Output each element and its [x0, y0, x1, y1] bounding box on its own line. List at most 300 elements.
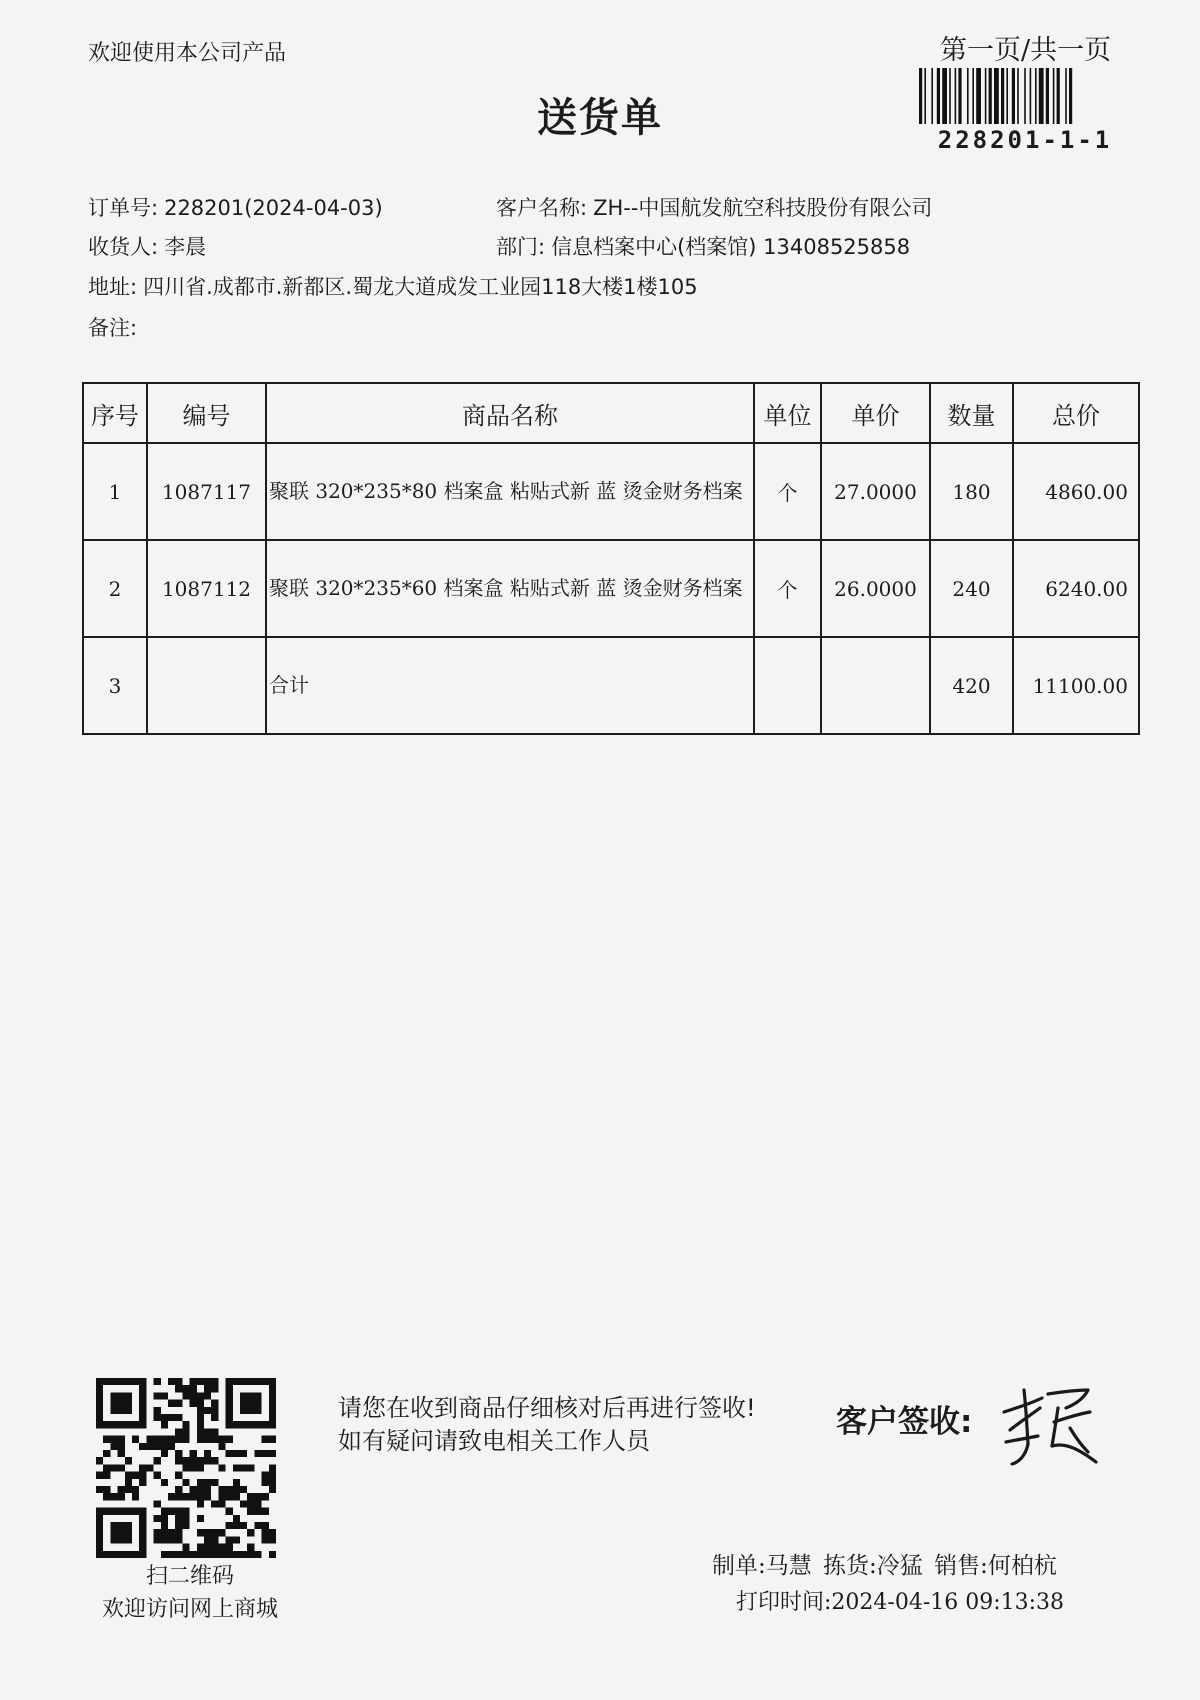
staff-line: 制单:马慧 拣货:冷猛 销售:何柏杭: [712, 1553, 1057, 1579]
qr-module: [161, 1450, 168, 1457]
qr-module: [110, 1378, 117, 1385]
qr-module: [262, 1536, 269, 1543]
qr-module: [233, 1486, 240, 1493]
qr-module: [211, 1544, 218, 1551]
qr-module: [233, 1493, 240, 1500]
qr-module: [175, 1493, 182, 1500]
qr-module: [262, 1529, 269, 1536]
qr-module: [197, 1378, 204, 1385]
qr-module: [269, 1436, 276, 1443]
qr-module: [103, 1493, 110, 1500]
qr-module: [96, 1472, 103, 1479]
qr-module: [96, 1536, 103, 1543]
qr-module: [182, 1508, 189, 1515]
notice-text: 请您在收到商品仔细核对后再进行签收!如有疑问请致电相关工作人员: [338, 1394, 756, 1455]
qr-module: [139, 1479, 146, 1486]
qr-module: [96, 1486, 103, 1493]
qr-module: [175, 1428, 182, 1435]
qr-module: [190, 1464, 197, 1471]
handwritten-signature: [996, 1384, 1102, 1470]
qr-module: [168, 1443, 175, 1450]
qr-module: [226, 1522, 233, 1529]
row-unit: 个: [754, 540, 821, 637]
qr-module: [161, 1529, 168, 1536]
qr-module: [247, 1544, 254, 1551]
header-quantity: 数量: [930, 383, 1013, 443]
qr-module: [182, 1385, 189, 1392]
qr-module: [262, 1472, 269, 1479]
qr-module: [118, 1486, 125, 1493]
qr-module: [139, 1472, 146, 1479]
qr-module: [96, 1522, 103, 1529]
qr-module: [118, 1392, 125, 1399]
qr-module: [254, 1493, 261, 1500]
qr-module: [139, 1544, 146, 1551]
qr-module: [211, 1536, 218, 1543]
qr-module: [154, 1529, 161, 1536]
qr-module: [96, 1544, 103, 1551]
table-row: [83, 443, 1139, 540]
qr-module: [139, 1551, 146, 1558]
qr-module: [154, 1515, 161, 1522]
header-unit-price: 单价: [821, 383, 930, 443]
qr-module: [211, 1400, 218, 1407]
qr-module: [197, 1486, 204, 1493]
qr-module: [218, 1443, 225, 1450]
qr-module: [197, 1500, 204, 1507]
qr-module: [154, 1378, 161, 1385]
qr-module: [161, 1443, 168, 1450]
row-unit: 个: [754, 443, 821, 540]
qr-module: [247, 1392, 254, 1399]
qr-module: [218, 1551, 225, 1558]
qr-module: [204, 1385, 211, 1392]
barcode-number: 228201-1-1: [937, 126, 1113, 154]
qr-module: [103, 1508, 110, 1515]
qr-module: [233, 1378, 240, 1385]
row-no: 3: [83, 637, 147, 734]
qr-module: [269, 1378, 276, 1385]
qr-module: [146, 1443, 153, 1450]
qr-module: [204, 1544, 211, 1551]
qr-module: [154, 1392, 161, 1399]
qr-module: [118, 1436, 125, 1443]
qr-module: [161, 1392, 168, 1399]
receiver-field: [88, 231, 206, 261]
qr-module: [175, 1450, 182, 1457]
address-label: 地址:: [88, 275, 138, 299]
qr-module: [190, 1551, 197, 1558]
qr-module: [125, 1536, 132, 1543]
qr-module: [233, 1464, 240, 1471]
qr-module: [254, 1522, 261, 1529]
qr-module: [204, 1407, 211, 1414]
qr-module: [118, 1378, 125, 1385]
qr-module: [96, 1515, 103, 1522]
qr-module: [125, 1421, 132, 1428]
department-label: 部门:: [496, 235, 546, 259]
qr-module: [96, 1378, 103, 1385]
qr-module: [197, 1464, 204, 1471]
qr-module: [211, 1457, 218, 1464]
qr-module: [139, 1522, 146, 1529]
qr-module: [175, 1529, 182, 1536]
qr-module: [262, 1378, 269, 1385]
qr-module: [254, 1392, 261, 1399]
row-total: 4860.00: [1013, 443, 1139, 540]
row-code: 1087112: [147, 540, 266, 637]
row-quantity: 180: [930, 443, 1013, 540]
qr-module: [182, 1428, 189, 1435]
qr-module: [182, 1522, 189, 1529]
qr-module: [96, 1407, 103, 1414]
qr-module: [154, 1443, 161, 1450]
qr-module: [168, 1378, 175, 1385]
qr-module: [190, 1392, 197, 1399]
qr-module: [161, 1551, 168, 1558]
qr-module: [110, 1436, 117, 1443]
qr-module: [226, 1421, 233, 1428]
qr-module: [161, 1421, 168, 1428]
qr-module: [139, 1529, 146, 1536]
qr-module: [110, 1551, 117, 1558]
customer-name-label: 客户名称:: [496, 196, 588, 220]
qr-module: [226, 1450, 233, 1457]
address-value: 四川省.成都市.新都区.蜀龙大道成发工业园118大楼1楼105: [143, 275, 698, 299]
qr-module: [182, 1421, 189, 1428]
qr-module: [254, 1500, 261, 1507]
qr-module: [168, 1414, 175, 1421]
qr-module: [197, 1407, 204, 1414]
qr-module: [247, 1551, 254, 1558]
qr-module: [262, 1450, 269, 1457]
qr-module: [110, 1508, 117, 1515]
qr-module: [96, 1457, 103, 1464]
qr-module: [125, 1551, 132, 1558]
qr-module: [197, 1414, 204, 1421]
qr-module: [269, 1479, 276, 1486]
qr-module: [125, 1378, 132, 1385]
qr-module: [103, 1464, 110, 1471]
qr-module: [218, 1529, 225, 1536]
welcome-text: 欢迎使用本公司产品: [88, 41, 287, 66]
qr-module: [125, 1529, 132, 1536]
qr-module: [103, 1551, 110, 1558]
qr-module: [103, 1486, 110, 1493]
qr-module: [132, 1486, 139, 1493]
qr-caption: [70, 1560, 310, 1626]
qr-module: [190, 1385, 197, 1392]
qr-module: [211, 1500, 218, 1507]
qr-module: [240, 1522, 247, 1529]
qr-module: [240, 1421, 247, 1428]
qr-module: [118, 1551, 125, 1558]
qr-module: [254, 1378, 261, 1385]
qr-module: [154, 1436, 161, 1443]
qr-module: [182, 1464, 189, 1471]
qr-module: [182, 1493, 189, 1500]
qr-module: [132, 1508, 139, 1515]
qr-module: [211, 1551, 218, 1558]
customer-name-field: [496, 192, 932, 222]
qr-module: [226, 1378, 233, 1385]
qr-module: [226, 1385, 233, 1392]
qr-module: [175, 1522, 182, 1529]
row-no: 2: [83, 540, 147, 637]
qr-module: [182, 1457, 189, 1464]
qr-module: [269, 1421, 276, 1428]
qr-module: [110, 1421, 117, 1428]
qr-module: [154, 1500, 161, 1507]
row-unit-price: [821, 637, 930, 734]
qr-module: [204, 1551, 211, 1558]
order-number-value: 228201(2024-04-03): [164, 196, 383, 220]
qr-module: [226, 1407, 233, 1414]
qr-module: [204, 1450, 211, 1457]
qr-module: [139, 1392, 146, 1399]
qr-module: [125, 1479, 132, 1486]
qr-module: [168, 1551, 175, 1558]
qr-module: [110, 1464, 117, 1471]
qr-module: [211, 1385, 218, 1392]
qr-module: [197, 1529, 204, 1536]
receiver-value: 李晨: [164, 235, 207, 259]
qr-module: [139, 1443, 146, 1450]
qr-module: [204, 1536, 211, 1543]
qr-module: [269, 1464, 276, 1471]
qr-module: [168, 1400, 175, 1407]
qr-module: [254, 1400, 261, 1407]
qr-module: [247, 1529, 254, 1536]
qr-module: [262, 1421, 269, 1428]
qr-module: [96, 1529, 103, 1536]
address-field: [88, 271, 698, 301]
qr-module: [247, 1407, 254, 1414]
qr-module: [96, 1385, 103, 1392]
qr-module: [247, 1400, 254, 1407]
qr-module: [269, 1450, 276, 1457]
qr-module: [118, 1493, 125, 1500]
qr-module: [118, 1400, 125, 1407]
qr-module: [269, 1392, 276, 1399]
row-unit-price: 26.0000: [821, 540, 930, 637]
qr-module: [139, 1464, 146, 1471]
items-table: [82, 382, 1140, 735]
qr-module: [125, 1407, 132, 1414]
qr-module: [211, 1378, 218, 1385]
qr-module: [269, 1536, 276, 1543]
qr-module: [118, 1536, 125, 1543]
qr-module: [226, 1508, 233, 1515]
qr-module: [110, 1400, 117, 1407]
qr-module: [154, 1414, 161, 1421]
qr-caption-line-2: 欢迎访问网上商城: [101, 1597, 278, 1622]
qr-module: [118, 1450, 125, 1457]
qr-module: [139, 1400, 146, 1407]
qr-module: [218, 1544, 225, 1551]
qr-module: [125, 1486, 132, 1493]
qr-module: [197, 1457, 204, 1464]
page-indicator: 第一页/共一页: [940, 35, 1112, 66]
qr-module: [218, 1486, 225, 1493]
print-time: 打印时间:2024-04-16 09:13:38: [736, 1590, 1065, 1615]
remark-field: [88, 312, 143, 342]
qr-module: [161, 1479, 168, 1486]
qr-module: [132, 1378, 139, 1385]
qr-module: [132, 1421, 139, 1428]
qr-module: [247, 1421, 254, 1428]
qr-module: [197, 1400, 204, 1407]
qr-module: [211, 1407, 218, 1414]
qr-module: [269, 1400, 276, 1407]
qr-module: [197, 1421, 204, 1428]
qr-module: [125, 1457, 132, 1464]
qr-module: [254, 1551, 261, 1558]
qr-module: [226, 1486, 233, 1493]
customer-sign-label: 客户签收:: [836, 1404, 973, 1440]
qr-module: [204, 1486, 211, 1493]
qr-module: [118, 1508, 125, 1515]
qr-module: [218, 1464, 225, 1471]
qr-module: [182, 1479, 189, 1486]
receiver-label: 收货人:: [88, 235, 159, 259]
qr-module: [197, 1428, 204, 1435]
qr-module: [211, 1428, 218, 1435]
qr-module: [247, 1500, 254, 1507]
qr-module: [197, 1479, 204, 1486]
qr-module: [269, 1407, 276, 1414]
qr-module: [175, 1551, 182, 1558]
qr-module: [233, 1479, 240, 1486]
qr-module: [139, 1536, 146, 1543]
qr-module: [96, 1508, 103, 1515]
qr-module: [168, 1529, 175, 1536]
qr-module: [262, 1508, 269, 1515]
qr-module: [168, 1508, 175, 1515]
qr-module: [96, 1392, 103, 1399]
document-title: 送货单: [537, 95, 663, 141]
qr-module: [110, 1529, 117, 1536]
qr-module: [132, 1551, 139, 1558]
qr-module: [118, 1522, 125, 1529]
qr-module: [175, 1414, 182, 1421]
qr-module: [233, 1551, 240, 1558]
qr-module: [182, 1392, 189, 1399]
row-unit-price: 27.0000: [821, 443, 930, 540]
qr-module: [182, 1436, 189, 1443]
qr-module: [226, 1493, 233, 1500]
qr-module: [233, 1450, 240, 1457]
qr-module: [240, 1551, 247, 1558]
qr-module: [118, 1421, 125, 1428]
qr-module: [168, 1493, 175, 1500]
qr-module: [211, 1414, 218, 1421]
qr-module: [161, 1436, 168, 1443]
qr-module: [262, 1522, 269, 1529]
qr-module: [132, 1436, 139, 1443]
qr-module: [175, 1536, 182, 1543]
qr-module: [103, 1378, 110, 1385]
qr-module: [161, 1414, 168, 1421]
row-no: 1: [83, 443, 147, 540]
qr-module: [254, 1407, 261, 1414]
qr-module: [197, 1392, 204, 1399]
qr-module: [175, 1508, 182, 1515]
qr-module: [211, 1529, 218, 1536]
qr-code: [96, 1378, 276, 1558]
order-number-field: [88, 192, 383, 222]
qr-module: [218, 1493, 225, 1500]
qr-module: [204, 1529, 211, 1536]
qr-module: [190, 1378, 197, 1385]
header-product-name: 商品名称: [266, 383, 754, 443]
qr-module: [146, 1464, 153, 1471]
qr-module: [154, 1457, 161, 1464]
qr-module: [118, 1529, 125, 1536]
qr-module: [218, 1500, 225, 1507]
qr-module: [233, 1421, 240, 1428]
qr-module: [175, 1436, 182, 1443]
department-field: [496, 231, 910, 261]
table-header-row: [83, 383, 1139, 443]
qr-module: [154, 1407, 161, 1414]
qr-module: [161, 1508, 168, 1515]
qr-module: [240, 1400, 247, 1407]
qr-module: [233, 1536, 240, 1543]
qr-module: [262, 1436, 269, 1443]
qr-module: [146, 1436, 153, 1443]
qr-module: [269, 1551, 276, 1558]
qr-module: [211, 1479, 218, 1486]
row-product-name: 合计: [266, 637, 754, 734]
qr-module: [233, 1515, 240, 1522]
qr-module: [204, 1436, 211, 1443]
qr-module: [254, 1421, 261, 1428]
qr-module: [125, 1392, 132, 1399]
qr-module: [118, 1464, 125, 1471]
qr-module: [182, 1551, 189, 1558]
row-product-name: 聚联 320*235*80 档案盒 粘贴式新 蓝 烫金财务档案: [266, 443, 754, 540]
qr-module: [197, 1515, 204, 1522]
qr-module: [110, 1522, 117, 1529]
qr-module: [204, 1457, 211, 1464]
row-unit: [754, 637, 821, 734]
qr-module: [161, 1515, 168, 1522]
qr-module: [139, 1414, 146, 1421]
qr-module: [96, 1421, 103, 1428]
qr-module: [132, 1493, 139, 1500]
qr-module: [96, 1400, 103, 1407]
row-code: [147, 637, 266, 734]
qr-module: [197, 1493, 204, 1500]
qr-module: [190, 1486, 197, 1493]
qr-module: [247, 1378, 254, 1385]
qr-module: [190, 1400, 197, 1407]
qr-module: [161, 1536, 168, 1543]
qr-module: [240, 1450, 247, 1457]
qr-module: [254, 1508, 261, 1515]
header-unit: 单位: [754, 383, 821, 443]
qr-module: [103, 1472, 110, 1479]
qr-module: [139, 1407, 146, 1414]
row-total: 6240.00: [1013, 540, 1139, 637]
qr-module: [226, 1551, 233, 1558]
qr-module: [254, 1450, 261, 1457]
qr-module: [240, 1486, 247, 1493]
qr-module: [226, 1436, 233, 1443]
qr-module: [175, 1378, 182, 1385]
qr-module: [197, 1436, 204, 1443]
